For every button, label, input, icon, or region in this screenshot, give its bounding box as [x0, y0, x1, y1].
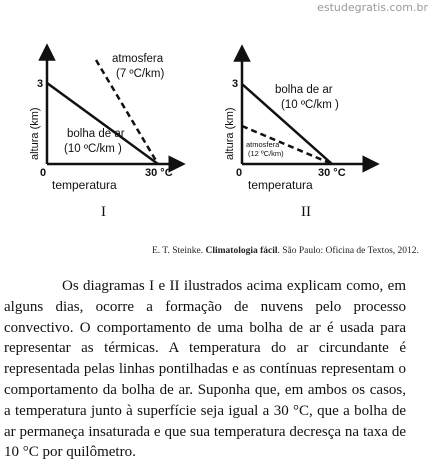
source-publisher: . São Paulo: Oficina de Textos, 2012.	[277, 246, 419, 256]
site-watermark: estudegratis.com.br	[317, 1, 428, 14]
bubble-label: bolha de ar	[67, 128, 125, 140]
origin-label: 0	[40, 167, 47, 179]
atmosphere-rate-label: (12 ºC/km)	[248, 149, 284, 158]
x-tick-label: 30 °C	[145, 167, 173, 179]
atmosphere-label: atmosfera	[246, 140, 280, 149]
bubble-rate-label: (10 ºC/km )	[64, 143, 122, 155]
diagram-ii-caption: II	[301, 204, 311, 220]
bubble-label: bolha de ar	[275, 84, 333, 96]
bubble-rate-label: (10 ºC/km )	[281, 99, 339, 111]
source-title: Climatologia fácil	[205, 246, 278, 256]
atmosphere-label: atmosfera	[112, 53, 164, 65]
source-author: E. T. Steinke.	[152, 246, 204, 256]
diagram-ii	[224, 53, 371, 192]
x-axis-label: temperatura	[248, 178, 313, 192]
x-axis-label: temperatura	[52, 178, 117, 192]
x-tick-label: 30 °C	[318, 167, 346, 179]
origin-label: 0	[236, 167, 243, 179]
diagram-i-caption: I	[101, 204, 106, 220]
question-paragraph: Os diagramas I e II ilustrados acima explicam como, em alguns dias, ocorre a formação de nuvens pelo processo convectivo. O comportamento de uma bolha de ar é usada para representar as térmicas. A temperatura do ar circundante é representada pelas linhas pontilhadas e as contínuas representam o comportamento da bolha de ar. Suponha que, em ambos os casos, a temperatura junto à superfície seja igual a 30 °C, que a bolha de ar permaneça insaturada e que sua temperatura decresça na taxa de 10 °C por quilômetro.	[4, 278, 406, 461]
y-tick-label: 3	[37, 78, 44, 90]
source-citation	[152, 246, 419, 256]
y-axis-label: altura (km)	[224, 107, 236, 160]
atmosphere-rate-label: (7 ºC/km)	[116, 68, 165, 80]
y-axis-label: altura (km)	[29, 107, 41, 160]
diagram-i	[29, 52, 177, 192]
y-tick-label: 3	[232, 78, 239, 90]
